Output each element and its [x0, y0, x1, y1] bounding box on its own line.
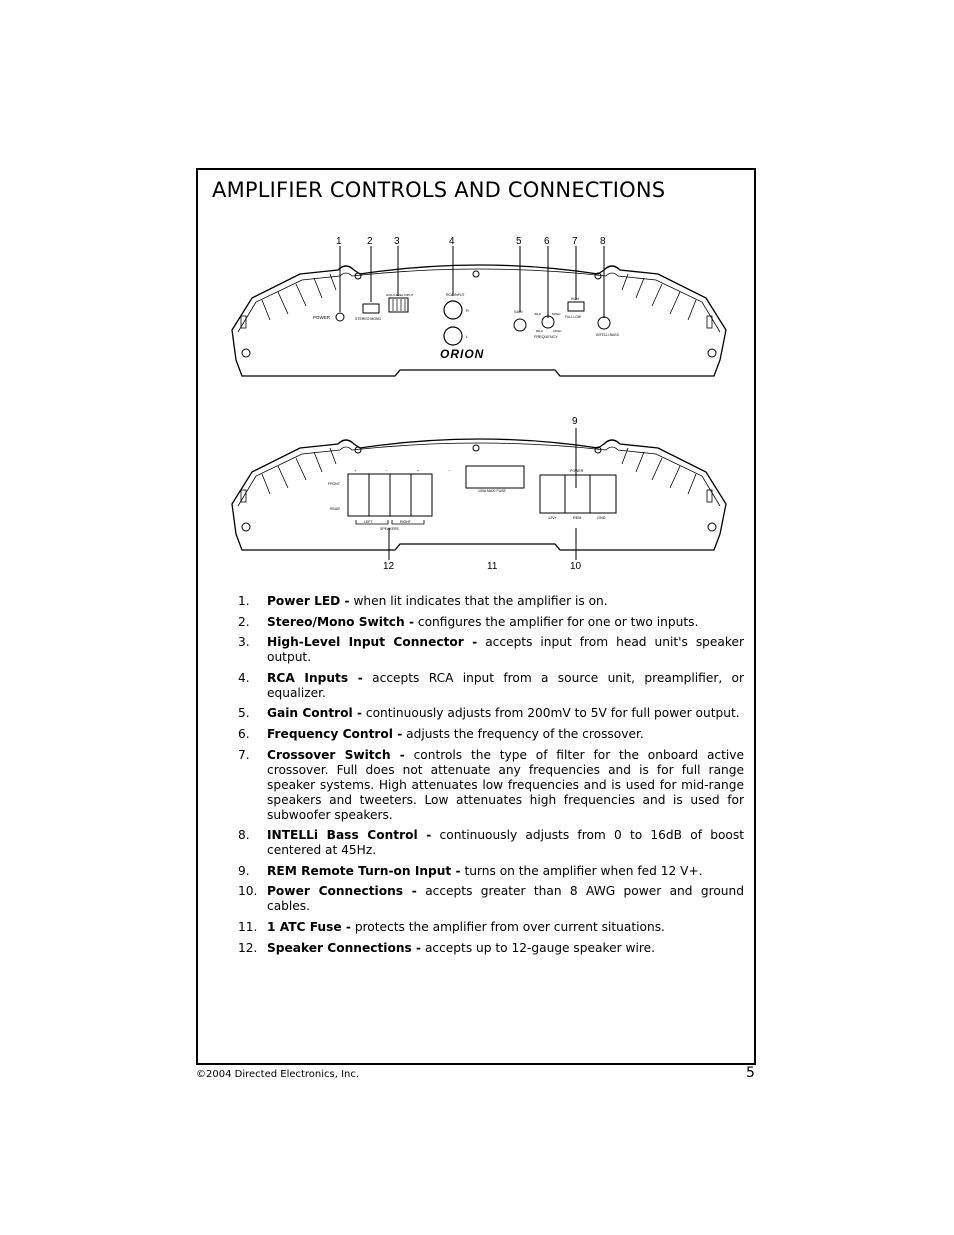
- rca-input-right: [444, 301, 462, 319]
- callout-3: 3: [394, 236, 400, 247]
- rca-input-left: [444, 327, 462, 345]
- list-item: 5. Gain Control - continuously adjusts from 200mV to 5V for full power output.: [238, 706, 740, 721]
- callout-12: 12: [383, 561, 395, 572]
- controls-list: [238, 594, 744, 961]
- label-crossover-high: HIGH: [571, 297, 579, 301]
- label-left: LEFT: [364, 520, 373, 524]
- power-led-icon: [336, 313, 344, 321]
- label-12v: 12V+: [548, 516, 557, 520]
- callout-11: 11: [487, 561, 498, 572]
- list-item: 3. High-Level Input Connector - accepts input from head unit's speaker output.: [238, 635, 745, 665]
- label-power: POWER: [313, 315, 331, 320]
- footer-copyright: ©2004 Directed Electronics, Inc.: [196, 1069, 360, 1080]
- list-item: 8. INTELLi Bass Control - continuously adjusts from 0 to 16dB of boost centered at 45Hz.: [238, 828, 744, 858]
- callout-7: 7: [572, 236, 578, 247]
- power-terminal-block: [540, 475, 616, 513]
- label-gain: GAIN: [514, 310, 523, 314]
- label-rca-l: L: [466, 334, 469, 339]
- callout-1: 1: [336, 236, 342, 247]
- crossover-switch: [568, 302, 584, 311]
- page-title: AMPLIFIER CONTROLS AND CONNECTIONS: [212, 178, 666, 202]
- bottom-panel-diagram: [232, 428, 726, 560]
- label-rca-input: RCA INPUT: [446, 293, 465, 297]
- label-freq-max: 500Hz: [552, 312, 561, 316]
- label-freq-min2: 80Hz: [536, 329, 544, 333]
- callout-9: 9: [572, 416, 578, 427]
- callout-2: 2: [367, 236, 373, 247]
- gain-knob: [514, 319, 526, 331]
- list-item: 12. Speaker Connections - accepts up to 12-gauge speaker wire.: [238, 940, 655, 955]
- label-speakers: SPEAKERS: [380, 527, 399, 531]
- list-item: 6. Frequency Control - adjusts the frequency of the crossover.: [238, 726, 644, 741]
- fuse-holder: [466, 466, 524, 488]
- list-item: 1. Power LED - when lit indicates that the amplifier is on.: [238, 594, 608, 608]
- label-rem: REM: [573, 516, 582, 520]
- label-high-level-input: HIGH LEVEL INPUT: [386, 293, 414, 297]
- label-frequency: FREQUENCY: [534, 335, 558, 339]
- brand-logo: ORION: [440, 347, 485, 361]
- list-item: 11. 1 ATC Fuse - protects the amplifier from over current situations.: [238, 919, 665, 934]
- label-stereo-mono: STEREO MONO: [355, 317, 382, 321]
- label-freq-max2: 160Hz: [553, 329, 562, 333]
- label-right: RIGHT: [400, 520, 411, 524]
- label-power-terminal: POWER: [570, 469, 584, 473]
- stereo-mono-switch: [363, 304, 379, 313]
- amplifier-diagrams: [0, 0, 954, 600]
- label-rca-r: R: [466, 308, 469, 313]
- list-item: 2. Stereo/Mono Switch - configures the amplifier for one or two inputs.: [238, 614, 699, 629]
- label-plus-minus: + − + −: [354, 468, 465, 473]
- label-fuse: 100A MAXI FUSE: [478, 489, 506, 493]
- intelli-bass-knob: [598, 317, 610, 329]
- callout-6: 6: [544, 236, 550, 247]
- list-item: 9. REM Remote Turn-on Input - turns on the amplifier when fed 12 V+.: [238, 863, 703, 878]
- label-front: FRONT: [328, 482, 341, 486]
- label-gnd: GND: [597, 516, 606, 520]
- list-item: 10. Power Connections - accepts greater than 8 AWG power and ground cables.: [238, 884, 744, 914]
- label-intelli-bass: INTELLi BASS: [596, 333, 619, 337]
- callout-5: 5: [516, 236, 522, 247]
- page-number: 5: [746, 1065, 755, 1081]
- list-item: 4. RCA Inputs - accepts RCA input from a source unit, preamplifier, or equalizer.: [238, 670, 745, 700]
- callout-4: 4: [449, 236, 455, 247]
- label-rear: REAR: [330, 507, 340, 511]
- label-crossover-full-low: FULL LOW: [565, 315, 581, 319]
- callout-10: 10: [570, 561, 582, 572]
- list-item: 7. Crossover Switch - controls the type of filter for the onboard active crossover. Full does not attenuate any frequencies and is for full range speaker systems. High attenuates low frequencies and is used for mid-range speakers and tweeters. Low attenuates high frequencies and is used for subwoofer speakers.: [238, 747, 745, 822]
- callout-8: 8: [600, 236, 606, 247]
- label-freq-min: 40Hz: [534, 312, 542, 316]
